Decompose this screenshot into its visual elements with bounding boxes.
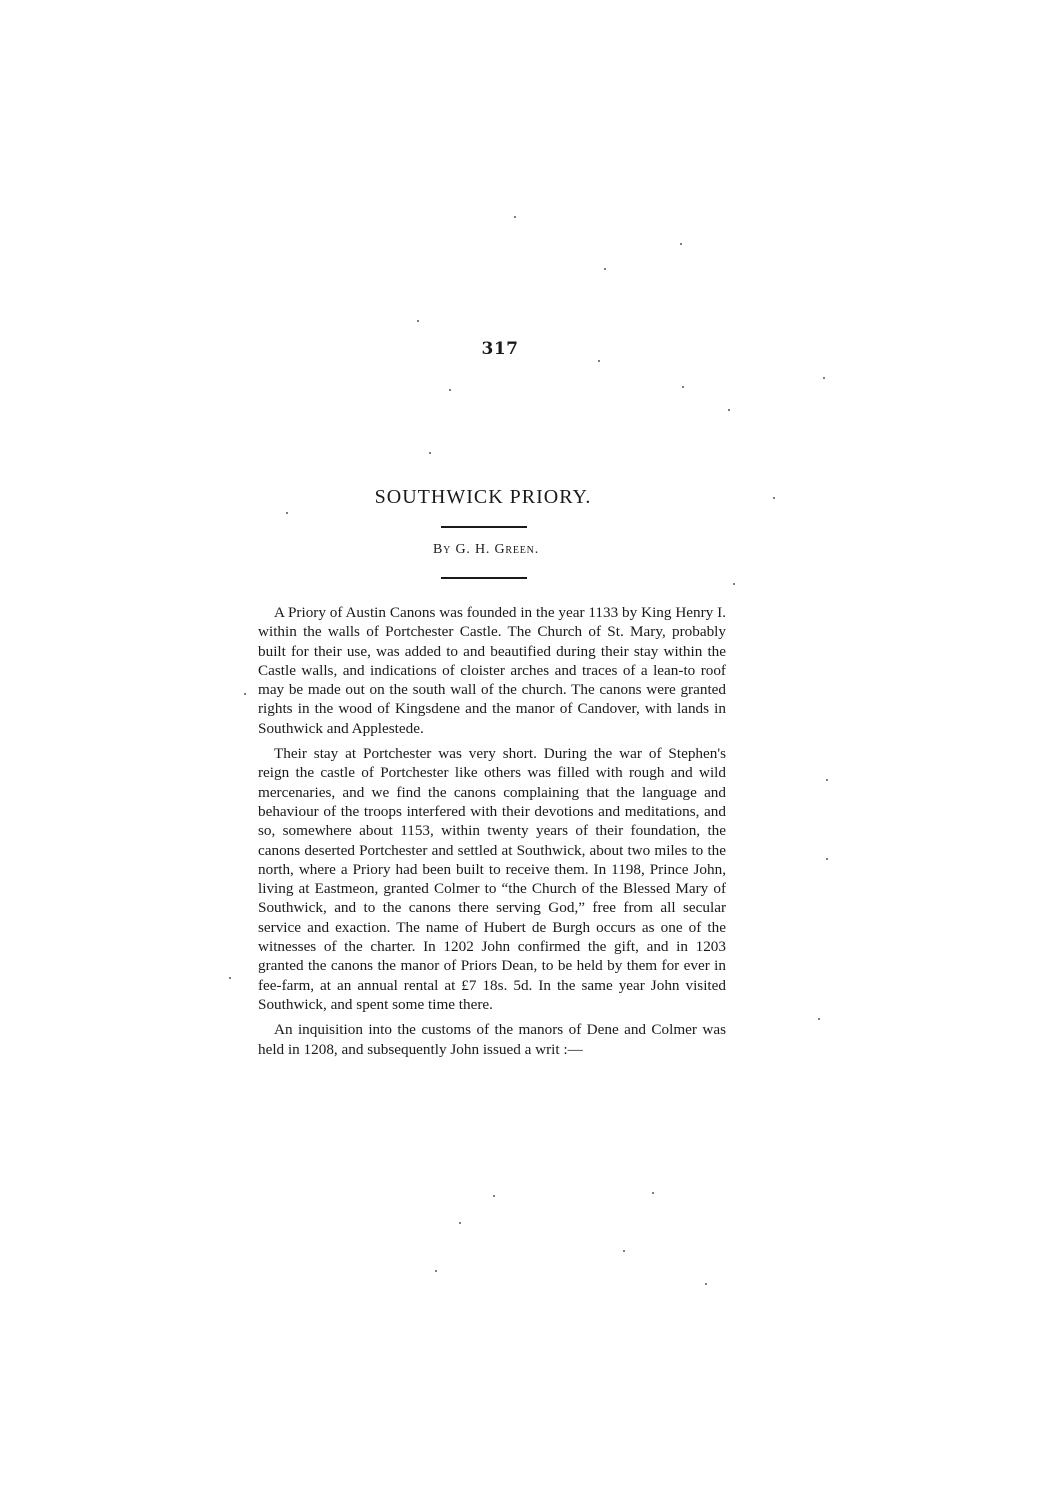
scan-speck bbox=[244, 693, 246, 695]
scan-speck bbox=[286, 512, 288, 514]
scan-speck bbox=[823, 377, 825, 379]
paragraph-3: An inquisition into the customs of the manors of Dene and Colmer was held in 1208, and subsequently John issued a writ :— bbox=[258, 1021, 726, 1058]
paragraph-1: A Priory of Austin Canons was founded in the year 1133 by King Henry I. within the walls of Portchester Castle. The Church of St. Mary, probably built for their use, was added to and beautified during their stay within the Castle walls, and indications of cloister arches and traces of a lean-to roof may be made out on the south wall of the church. The canons were granted rights in the wood of Kingsdene and the manor of Candover, with lands in Southwick and Applestede. bbox=[258, 604, 726, 737]
scan-speck bbox=[773, 497, 775, 499]
scan-speck bbox=[604, 268, 606, 270]
scan-speck bbox=[680, 243, 682, 245]
scan-speck bbox=[435, 1270, 437, 1272]
title-divider bbox=[441, 526, 527, 528]
article-title: SOUTHWICK PRIORY. bbox=[374, 486, 592, 508]
scan-speck bbox=[682, 386, 684, 388]
scan-speck bbox=[449, 389, 451, 391]
scan-speck bbox=[493, 1195, 495, 1197]
author-byline: By G. H. Green. bbox=[433, 542, 539, 557]
byline-divider bbox=[441, 577, 527, 579]
paragraph-2: Their stay at Portchester was very short. During the war of Stephen's reign the castle of Portchester like others was filled with rough and wild mercenaries, and we find the canons complaining that the language and behaviour of the troops interfered with their devotions and meditations, and so, somewhere about 1153, within twenty years of their foundation, the canons deserted Portchester and settled at Southwick, about two miles to the north, where a Priory had been built to receive them. In 1198, Prince John, living at Eastmeon, granted Colmer to “the Church of the Blessed Mary of Southwick, and to the canons there serving God,” free from all secular service and exaction. The name of Hubert de Burgh occurs as one of the witnesses of the charter. In 1202 John confirmed the gift, and in 1203 granted the canons the manor of Priors Dean, to be held by them for ever in fee-farm, at an annual rental at £7 18s. 5d. In the same year John visited Southwick, and spent some time there. bbox=[258, 745, 726, 1013]
scan-speck bbox=[728, 409, 730, 411]
page-number: 317 bbox=[481, 339, 519, 359]
scan-speck bbox=[417, 320, 419, 322]
scan-speck bbox=[598, 360, 600, 362]
scan-speck bbox=[429, 452, 431, 454]
scan-speck bbox=[229, 977, 231, 979]
scan-speck bbox=[652, 1192, 654, 1194]
article-body bbox=[258, 603, 726, 1065]
scan-speck bbox=[733, 583, 735, 585]
scan-speck bbox=[623, 1250, 625, 1252]
scan-speck bbox=[459, 1222, 461, 1224]
scan-speck bbox=[705, 1283, 707, 1285]
scan-speck bbox=[818, 1018, 820, 1020]
scan-speck bbox=[514, 216, 516, 218]
scan-speck bbox=[826, 858, 828, 860]
scan-speck bbox=[826, 779, 828, 781]
